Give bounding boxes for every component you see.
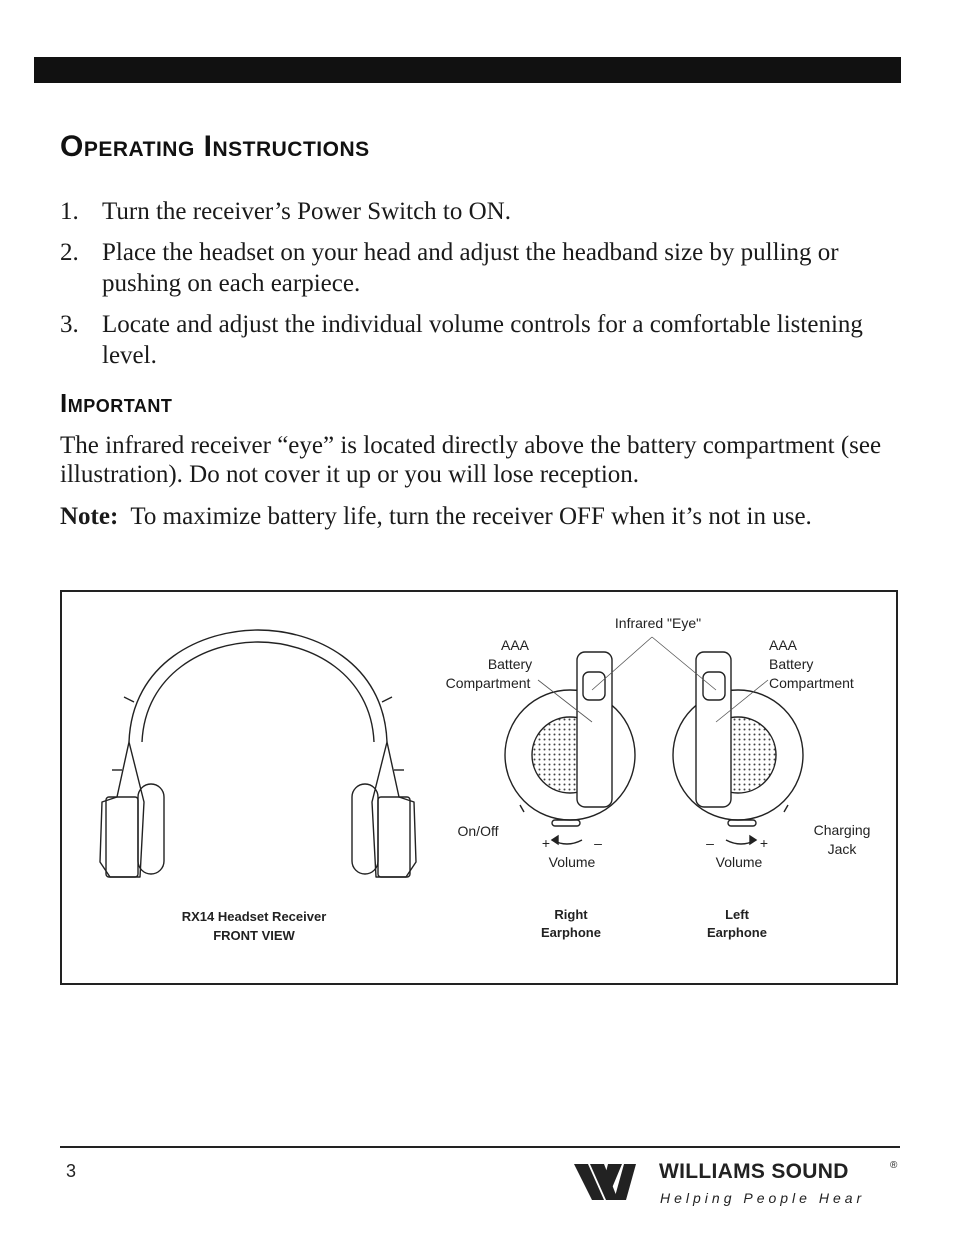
charging-label: Charging [813,822,871,838]
registered-mark: ® [890,1160,898,1171]
williams-sound-logo [574,1158,900,1206]
note-paragraph [60,502,910,531]
headset-caption-line1: RX14 Headset Receiver [181,909,327,924]
headset-illustration [60,590,898,985]
right-volume-minus: – [594,835,602,851]
right-battery-label: Battery [487,656,533,672]
instruction-list [60,196,890,381]
left-volume-plus: + [759,835,769,851]
infrared-eye-label: Infrared "Eye" [614,615,702,631]
important-heading: Important [60,388,173,418]
left-compartment-label: Compartment [769,675,854,691]
brand-tagline: Helping People Hear [660,1190,866,1206]
brand-name: WILLIAMS SOUND [659,1160,849,1183]
footer-divider [60,1146,900,1148]
list-item [60,237,890,299]
left-aaa-label: AAA [769,637,798,653]
step-text: Turn the receiver’s Power Switch to ON. [102,198,511,225]
headset-front-view [100,630,416,877]
list-item [60,309,890,371]
headset-caption-line2: FRONT VIEW [213,928,295,943]
header-bar [34,57,901,83]
right-volume-plus: + [541,835,551,851]
step-number: 3. [60,311,79,338]
left-volume-minus: – [706,835,714,851]
right-aaa-label: AAA [500,637,530,653]
left-earphone-caption: Earphone [707,925,767,940]
illustration-svg [62,592,900,987]
brand-w-icon [574,1160,654,1204]
left-battery-label: Battery [769,656,814,672]
step-text: Place the headset on your head and adjust the headband size by pulling or pushing on each earpiece. [102,239,839,297]
leader-lines [538,637,768,722]
right-compartment-label: Compartment [445,675,531,691]
step-number: 2. [60,239,79,266]
page-number: 3 [66,1161,77,1181]
important-text: The infrared receiver “eye” is located directly above the battery compartment (see illustration). Do not cover it up or you will lose reception. [60,432,882,488]
note-text: To maximize battery life, turn the receiver OFF when it’s not in use. [130,503,812,530]
list-item [60,196,890,227]
left-caption: Left [725,907,749,922]
on-off-label: On/Off [457,823,499,839]
step-text: Locate and adjust the individual volume controls for a comfortable listening level. [102,311,863,369]
right-volume-label: Volume [548,854,596,870]
right-earphone-caption: Earphone [541,925,601,940]
page-title: Operating Instructions [60,130,370,163]
step-number: 1. [60,198,79,225]
left-volume-label: Volume [715,854,763,870]
note-label: Note: [60,503,119,530]
jack-label: Jack [827,841,857,857]
right-caption: Right [554,907,588,922]
